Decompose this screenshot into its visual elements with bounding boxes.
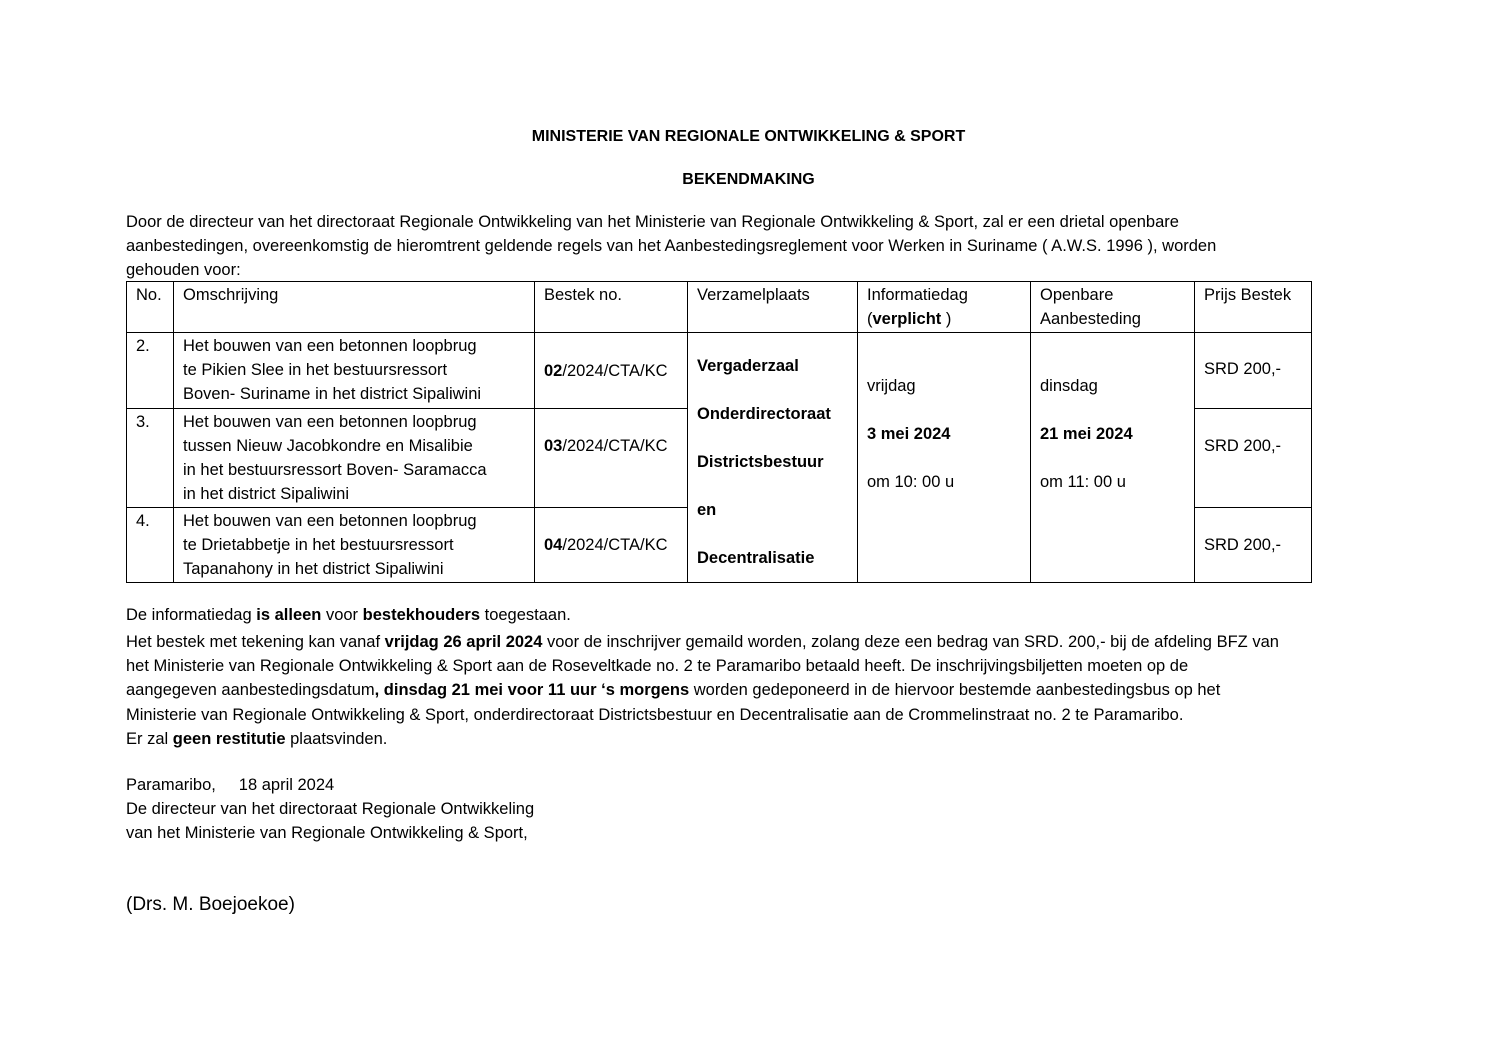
desc-line: in het district Sipaliwini — [183, 485, 349, 503]
location-line: en — [697, 501, 717, 519]
location-line: Onderdirectoraat — [697, 405, 831, 423]
row-prijs: SRD 200,- — [1195, 333, 1312, 409]
header-bestek: Bestek no. — [535, 282, 688, 333]
header-omschrijving: Omschrijving — [174, 282, 535, 333]
header-no: No. — [127, 282, 174, 333]
info-time: om 10: 00 u — [867, 472, 955, 491]
signature-line: van het Ministerie van Regionale Ontwikkeling & Sport, — [126, 824, 528, 843]
location-line: Vergaderzaal — [697, 357, 799, 375]
header-prijs: Prijs Bestek — [1195, 282, 1312, 333]
location-line: Districtsbestuur — [697, 453, 824, 471]
intro-line: aanbestedingen, overeenkomstig de hieromtrent geldende regels van het Aanbestedingsreglement voor Werken in Suriname ( A.W.S. 1996 ), worden — [126, 237, 1217, 256]
row-no: 3. — [127, 409, 174, 508]
desc-line: Het bouwen van een betonnen loopbrug — [183, 413, 477, 431]
row-description — [174, 508, 535, 583]
row-bestek-no: 02/2024/CTA/KC — [535, 333, 688, 409]
header-verzamelplaats: Verzamelplaats — [688, 282, 858, 333]
tender-date: 21 mei 2024 — [1040, 424, 1133, 443]
body-line: Het bestek met tekening kan vanaf vrijdag 26 april 2024 voor de inschrijver gemaild worden, zolang deze een bedrag van SRD. 200,- bij de afdeling BFZ van — [126, 633, 1279, 651]
row-bestek-no: 03/2024/CTA/KC — [535, 409, 688, 508]
table-header-row — [127, 282, 1312, 333]
notice-line: De informatiedag is alleen voor bestekhouders toegestaan. — [126, 606, 571, 624]
header-openbare-line2: Aanbesteding — [1040, 310, 1141, 328]
announcement-subtitle: BEKENDMAKING — [682, 171, 815, 188]
body-paragraph — [126, 630, 1366, 751]
row-no: 4. — [127, 508, 174, 583]
tender-table — [126, 281, 1312, 583]
info-date: 3 mei 2024 — [867, 424, 951, 443]
table-row — [127, 333, 1312, 409]
informatiedag-cell — [858, 333, 1031, 583]
desc-line: Tapanahony in het district Sipaliwini — [183, 560, 444, 578]
header-openbare-aanbesteding — [1031, 282, 1195, 333]
info-day: vrijdag — [867, 376, 916, 395]
location-line: Decentralisatie — [697, 549, 815, 567]
tender-day: dinsdag — [1040, 376, 1098, 395]
aanbesteding-cell — [1031, 333, 1195, 583]
desc-line: Boven- Suriname in het district Sipaliwini — [183, 385, 482, 403]
row-no: 2. — [127, 333, 174, 409]
row-prijs: SRD 200,- — [1195, 409, 1312, 508]
desc-line: tussen Nieuw Jacobkondre en Misalibie — [183, 437, 473, 455]
body-line: Er zal geen restitutie plaatsvinden. — [126, 729, 388, 748]
signature-line: De directeur van het directoraat Regionale Ontwikkeling — [126, 800, 535, 819]
intro-line: gehouden voor: — [126, 261, 241, 280]
desc-line: Het bouwen van een betonnen loopbrug — [183, 512, 477, 530]
body-line: het Ministerie van Regionale Ontwikkeling & Sport aan de Roseveltkade no. 2 te Paramaribo betaald heeft. De inschrijvingsbiljetten moeten op de — [126, 657, 1189, 676]
verzamelplaats-cell — [688, 333, 858, 583]
desc-line: in het bestuursressort Boven- Saramacca — [183, 461, 487, 479]
ministry-title: MINISTERIE VAN REGIONALE ONTWIKKELING & SPORT — [531, 128, 966, 145]
desc-line: Het bouwen van een betonnen loopbrug — [183, 337, 477, 355]
header-info-label: Informatiedag — [867, 286, 968, 304]
body-line: Ministerie van Regionale Ontwikkeling & Sport, onderdirectoraat Districtsbestuur en Decentralisatie aan de Crommelinstraat no. 2 te Paramaribo. — [126, 705, 1184, 724]
row-bestek-no: 04/2024/CTA/KC — [535, 508, 688, 583]
place-date: Paramaribo, 18 april 2024 — [126, 776, 335, 794]
header-informatiedag — [858, 282, 1031, 333]
desc-line: te Pikien Slee in het bestuursressort — [183, 361, 448, 379]
desc-line: te Drietabbetje in het bestuursressort — [183, 536, 454, 554]
row-description — [174, 333, 535, 409]
row-prijs: SRD 200,- — [1195, 508, 1312, 583]
body-line: aangegeven aanbestedingsdatum, dinsdag 21 mei voor 11 uur ‘s morgens worden gedeponeerd in de hiervoor bestemde aanbestedingsbus op het — [126, 681, 1221, 700]
intro-paragraph — [126, 210, 1366, 283]
intro-line: Door de directeur van het directoraat Regionale Ontwikkeling van het Ministerie van Regionale Ontwikkeling & Sport, zal er een drietal openbare — [126, 213, 1179, 231]
row-description — [174, 409, 535, 508]
tender-time: om 11: 00 u — [1040, 472, 1126, 491]
header-openbare-line1: Openbare — [1040, 286, 1114, 304]
signatory-name: (Drs. M. Boejoekoe) — [126, 894, 295, 915]
header-info-note: (verplicht ) — [867, 310, 952, 328]
signature-block — [126, 773, 1366, 846]
